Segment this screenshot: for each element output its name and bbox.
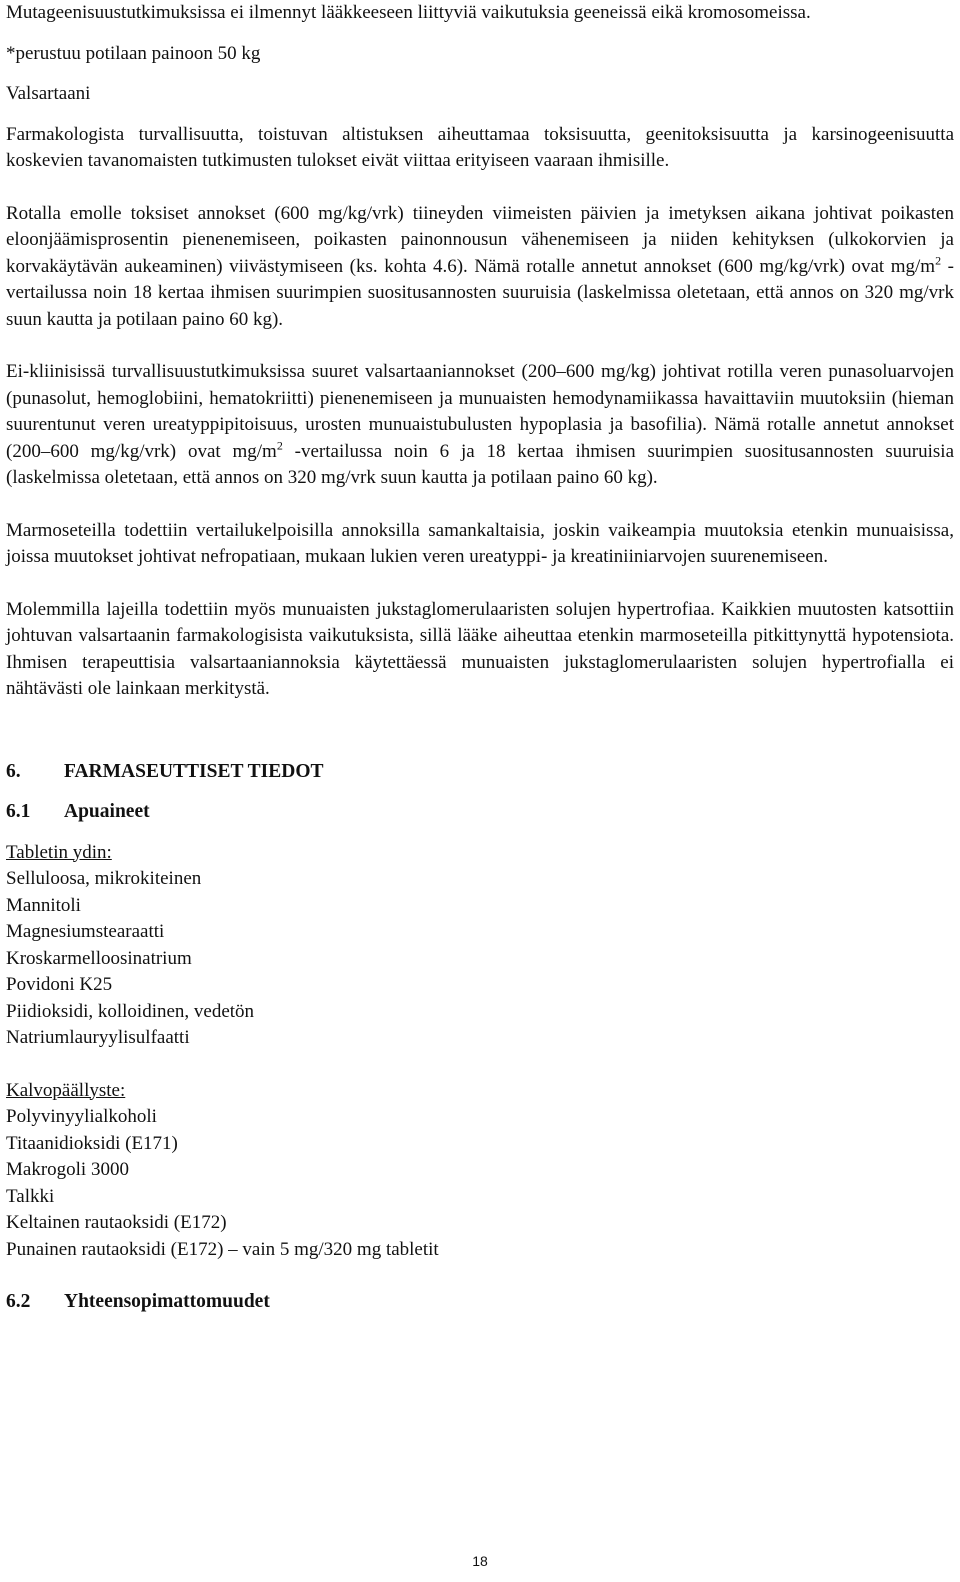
film-coating-label: Kalvopäällyste:	[6, 1079, 126, 1101]
list-item: Kroskarmelloosinatrium	[6, 947, 192, 969]
film-coating-list	[6, 1104, 954, 1263]
tablet-core-list	[6, 866, 954, 1052]
list-item: Keltainen rautaoksidi (E172)	[6, 1212, 227, 1233]
paragraph-nonclinical-text-2: -vertailussa noin 6 ja 18 kertaa ihmisen suurimpien suositusannosten suuruisia (laskelmissa oletetaan, että annos on 320 mg/vrk suun kautta ja potilaan paino 60 kg).	[6, 440, 955, 488]
section-heading-6	[6, 759, 954, 786]
section-title: Yhteensopimattomuudet	[64, 1291, 270, 1312]
section-number: 6.	[6, 760, 21, 782]
intro-paragraph: Mutageenisuustutkimuksissa ei ilmennyt lääkkeeseen liittyviä vaikutuksia geeneissä eikä kromosomeissa.	[6, 2, 811, 23]
section-heading-6-1	[6, 799, 954, 826]
list-item: Povidoni K25	[6, 974, 113, 995]
paragraph-rat-maternal	[6, 201, 954, 334]
paragraph-pharmacology: Farmakologista turvallisuutta, toistuvan altistuksen aiheuttamaa toksisuutta, geenitoksisuutta ja karsinogeenisuutta koskevien tavanomaisten tutkimusten tulokset eivät viittaa erityiseen vaaraan ihmisille.	[6, 123, 954, 171]
list-item: Mannitoli	[6, 894, 81, 916]
page-number: 18	[472, 1553, 488, 1569]
superscript-2: 2	[935, 253, 942, 268]
section-number: 6.2	[6, 1291, 31, 1312]
section-number: 6.1	[6, 801, 31, 822]
list-item: Selluloosa, mikrokiteinen	[6, 868, 202, 889]
paragraph-rat-maternal-text-2: -vertailussa noin 18 kertaa ihmisen suurimpien suositusannosten suuruisia (laskelmissa oletetaan, että annos on 320 mg/vrk suun kautta ja potilaan paino 60 kg).	[6, 255, 954, 330]
document-page	[6, 0, 954, 1316]
tablet-core-label: Tabletin ydin:	[6, 841, 112, 863]
list-item: Natriumlauryylisulfaatti	[6, 1027, 190, 1048]
section-title: Apuaineet	[64, 801, 150, 822]
paragraph-marmosets: Marmoseteilla todettiin vertailukelpoisilla annoksilla samankaltaisia, joskin vaikeampia muutoksia etenkin munuaisissa, joissa muutokset johtivat nefropatiaan, mukaan lukien veren ureatyppi- ja kreatiniiniarvojen suurenemiseen.	[6, 519, 954, 567]
list-item: Talkki	[6, 1185, 55, 1207]
footnote: *perustuu potilaan painoon 50 kg	[6, 42, 261, 64]
list-item: Titaanidioksidi (E171)	[6, 1132, 178, 1154]
paragraph-rat-maternal-text-1: Rotalla emolle toksiset annokset (600 mg/kg/vrk) tiineyden viimeisten päivien ja imetyksen aikana johtivat poikasten eloonjäämisprosentin pienenemiseen, poikasten painonnousun vähenemiseen ja niiden kehityksen (ulkokorvien ja korvakäytävän aukeaminen) viivästymiseen (ks. kohta 4.6). Nämä rotalle annetut annokset (600 mg/kg/vrk) ovat mg/m	[6, 202, 954, 277]
section-heading-6-2	[6, 1289, 954, 1316]
list-item: Punainen rautaoksidi (E172) – vain 5 mg/320 mg tabletit	[6, 1238, 439, 1260]
paragraph-both-species: Molemmilla lajeilla todettiin myös munuaisten jukstaglomerulaaristen solujen hypertrofiaa. Kaikkien muutosten katsottiin johtuvan valsartaanin farmakologisista vaikutuksista, sillä lääke aiheuttaa etenkin marmoseteilla pitkittynyttä hypotensiota. Ihmisen terapeuttisia valsartaaniannoksia käytettäessä munuaisten jukstaglomerulaaristen solujen hypertrofialla ei nähtävästi ole lainkaan merkitystä.	[6, 598, 954, 699]
paragraph-nonclinical	[6, 359, 954, 492]
list-item: Polyvinyylialkoholi	[6, 1106, 157, 1127]
section-title: FARMASEUTTISET TIEDOT	[64, 760, 324, 782]
list-item: Makrogoli 3000	[6, 1159, 129, 1180]
list-item: Piidioksidi, kolloidinen, vedetön	[6, 1000, 255, 1022]
list-item: Magnesiumstearaatti	[6, 921, 165, 942]
paragraph-nonclinical-text-1: Ei-kliinisissä turvallisuustutkimuksissa suuret valsartaaniannokset (200–600 mg/kg) johtivat rotilla veren punasoluarvojen (punasolut, hemoglobiini, hematokriitti) pienenemiseen ja munuaisten hemodynamiikassa havaittaviin muutoksiin (hieman suurentunut veren ureatyppipitoisuus, urosten munuaistubulusten hypoplasia ja basofilia). Nämä rotalle annetut annokset (200–600 mg/kg/vrk) ovat mg/m	[6, 361, 954, 462]
superscript-2: 2	[276, 438, 283, 453]
substance-heading: Valsartaani	[6, 83, 91, 104]
